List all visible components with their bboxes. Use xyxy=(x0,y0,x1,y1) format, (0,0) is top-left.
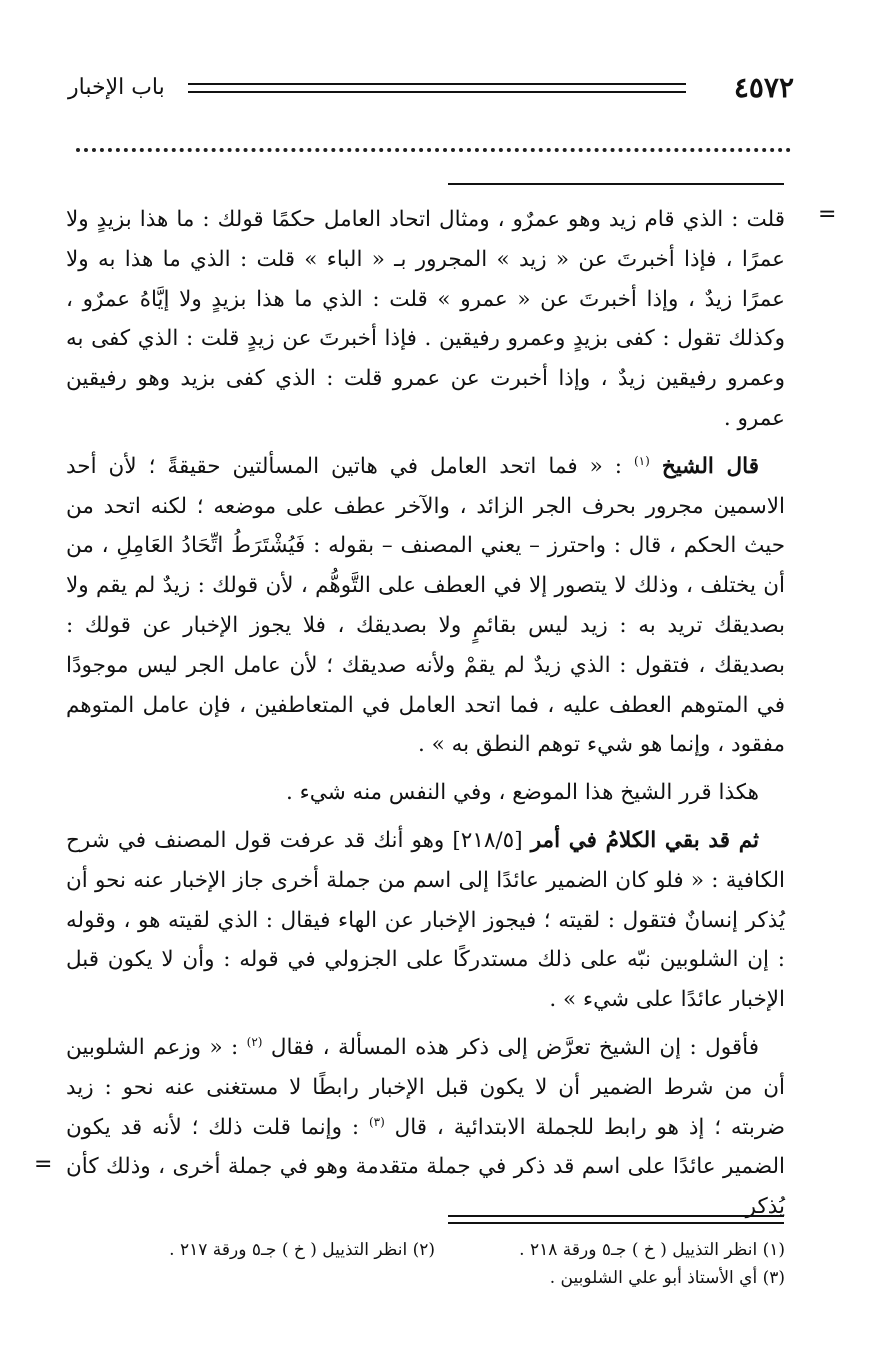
dotted-separator xyxy=(76,148,791,152)
paragraph-1: قلت : الذي قام زيد وهو عمرٌو ، ومثال اتحاد العامل حكمًا قولك : ما هذا بزيدٍ ولا عمرًا ، فإذا أخبرتَ عن « زيد » المجرور بـ « الباء » قلت : الذي ما هذا به ولا عمرًا زيدٌ ، وإذا أخبرتَ عن « عمرو » قلت : الذي ما هذا بزيدٍ ولا إيَّاهُ عمرٌو ، وكذلك تقول : كفى بزيدٍ وعمرو رفيقين . فإذا أخبرتَ عن زيدٍ قلت : الذي كفى به وعمرو رفيقين زيدٌ ، وإذا أخبرت عن عمرو قلت : الذي كفى بزيد وهو رفيقين عمرو . xyxy=(66,207,785,431)
running-section-title: باب الإخبار xyxy=(68,75,165,100)
paragraph-4-text: [٢١٨/٥] وهو أنك قد عرفت قول المصنف في شرح الكافية : « فلو كان الضمير عائدًا إلى اسم من جملة أخرى جاز الإخبار عنه نحو أن يُذكر إنسانٌ فتقول : لقيته ؛ فيجوز الإخبار عن الهاء فيقال : الذي لقيته هو ، وقوله : إن الشلوبين نبّه على ذلك مستدركًا على الجزولي في قوله : وأن لا يكون قبل الإخبار عائدًا على شيء » . xyxy=(66,827,785,1013)
page-number: ٤٥٧٢ xyxy=(733,71,794,104)
footnote-ref-3: (٣) xyxy=(368,1114,385,1129)
header-double-rule xyxy=(188,83,686,93)
paragraph-5-text-b: : « وزعم الشلوبين أن من شرط الضمير أن لا يكون قبل الإخبار رابطًا لا مستغنى عنه نحو : زيد ضربته ؛ إذ هو رابط للجملة الابتدائية ، قال xyxy=(66,1034,785,1140)
footnote-3: (٣) أي الأستاذ أبو علي الشلوبين . xyxy=(549,1268,785,1288)
footnote-rule xyxy=(448,1215,784,1224)
paragraph-5 xyxy=(66,1028,785,1227)
paragraph-5-text-c: : وإنما قلت ذلك ؛ لأنه قد يكون الضمير عائدًا على اسم قد ذكر في جملة متقدمة وهو في جملة أخرى ، وذلك كأن يُذكر xyxy=(66,1114,785,1220)
paragraph-5-text-a: فأقول : إن الشيخ تعرَّض إلى ذكر هذه المسألة ، فقال xyxy=(270,1034,760,1060)
footnote-row xyxy=(66,1236,785,1264)
main-text xyxy=(66,200,785,1235)
paragraph-4-lead: ثم قد بقي الكلامُ في أمر xyxy=(530,827,759,853)
paragraph-2-lead: قال الشيخ xyxy=(661,453,759,479)
paragraph-4 xyxy=(66,821,785,1020)
footnote-1: (١) انظر التذييل ( خ ) جـ٥ ورقة ٢١٨ . xyxy=(519,1240,785,1260)
paragraph-2-text: : « فما اتحد العامل في هاتين المسألتين حقيقةً ؛ لأن أحد الاسمين مجرور بحرف الجر الزائد ، والآخر عطف على موضعه ؛ لكنه اتحد من حيث الحكم ، قال : واحترز – يعني المصنف – بقوله : فَيُشْتَرَطُ اتِّحَادُ العَامِلِ ، من أن يختلف ، وذلك لا يتصور إلا في العطف على التَّوهُّم ، لأن قولك : زيدٌ لم يقم ولا بصديقك تريد به : زيد ليس بقائمٍ ولا بصديقك ، فلا يجوز الإخبار عن قولك : بصديقك ، فتقول : الذي زيدٌ لم يقمْ ولأنه صديقك ؛ لأن عامل الجر ليس موجودًا في المتوهم العطف عليه ، فما اتحد العامل في المتعاطفين ، فإن عامل المتوهم مفقود ، وإنما هو شيء توهم النطق به » . xyxy=(66,453,785,758)
footnote-ref-1: (١) xyxy=(633,453,650,468)
footnote-2: (٢) انظر التذييل ( خ ) جـ٥ ورقة ٢١٧ . xyxy=(169,1240,435,1260)
top-rule xyxy=(448,183,784,185)
paragraph-3: هكذا قرر الشيخ هذا الموضع ، وفي النفس منه شيء . xyxy=(286,780,759,806)
paragraph-2 xyxy=(66,447,785,765)
continuation-mark-bottom: = xyxy=(34,1152,53,1177)
footnote-ref-2: (٢) xyxy=(246,1034,263,1049)
footnotes xyxy=(66,1236,785,1292)
page-header xyxy=(68,70,794,106)
continuation-mark-top: = xyxy=(818,202,837,227)
